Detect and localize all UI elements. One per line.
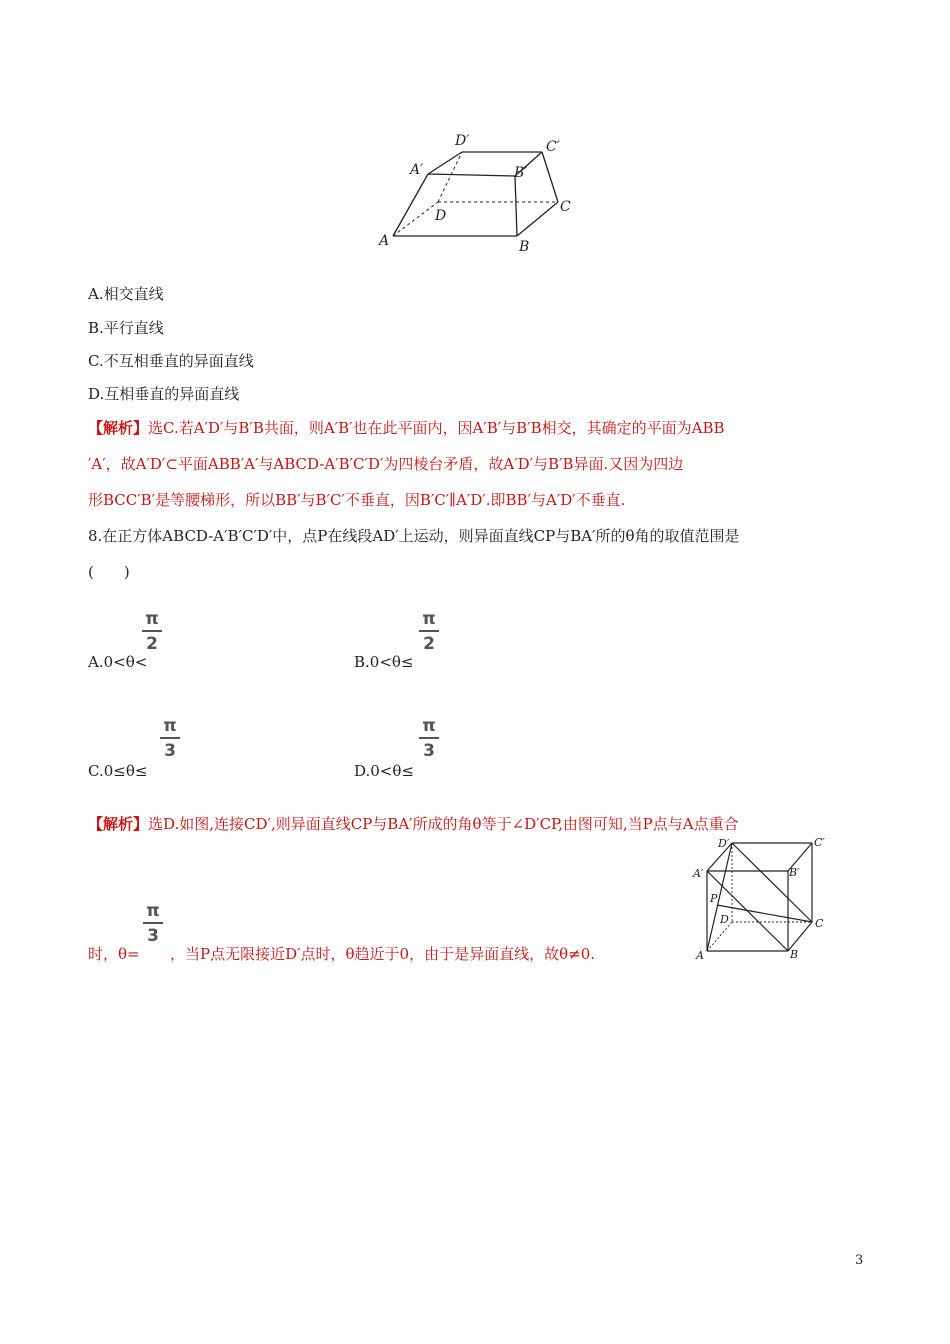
cube-label-b: B	[790, 948, 799, 961]
label-d-prime: D′	[455, 133, 470, 149]
cube-label-c-prime: C′	[814, 836, 825, 849]
q8-analysis-line2-suffix: ，当P点无限接近D′点时，θ趋近于0，由于是异面直线，故θ≠0.	[170, 945, 596, 963]
q8-option-c: C.0≤θ≤	[88, 762, 148, 780]
q8-analysis-line1: 选D.如图,连接CD′,则异面直线CP与BA′所成的角θ等于∠D′CP,由图可知,当P点与A点重合	[148, 815, 739, 833]
cube-label-a: A	[696, 949, 704, 962]
q7-option-c: C.不互相垂直的异面直线	[88, 352, 254, 370]
frustum-figure	[370, 125, 585, 260]
q8-option-b: B.0<θ≤	[354, 653, 414, 671]
q8-option-d: D.0<θ≤	[354, 762, 414, 780]
cube-label-d-prime: D′	[718, 837, 730, 850]
q8-option-a-fraction: π 2	[141, 609, 163, 654]
q7-analysis-line2: ′A′，故A′D′⊂平面ABB′A′与ABCD-A′B′C′D′为四棱台矛盾，故A′D′与B′B异面.又因为四边	[88, 455, 684, 473]
cube-label-b-prime: B′	[789, 866, 800, 879]
q8-option-a: A.0<θ<	[88, 653, 148, 671]
cube-label-c: C	[815, 917, 824, 930]
cube-figure	[690, 830, 840, 965]
q7-option-a: A.相交直线	[88, 285, 164, 303]
q8-option-c-fraction: π 3	[159, 716, 181, 761]
cube-label-p: P	[710, 892, 718, 905]
q8-option-d-fraction: π 3	[418, 716, 440, 761]
q8-analysis-line2-prefix: 时，θ=	[88, 945, 140, 963]
q7-analysis-line3: 形BCC′B′是等腰梯形，所以BB′与B′C′不垂直，因B′C′∥A′D′.即BB′与A′D′不垂直.	[88, 491, 626, 509]
label-b-prime: B′	[514, 165, 528, 181]
label-d: D	[435, 208, 447, 224]
q8-option-b-fraction: π 2	[418, 609, 440, 654]
cube-label-d: D	[720, 913, 729, 926]
label-c: C	[560, 199, 571, 215]
q7-option-d: D.互相垂直的异面直线	[88, 385, 240, 403]
page-number: 3	[855, 1253, 864, 1268]
cube-label-a-prime: A′	[693, 867, 704, 880]
label-b: B	[519, 239, 530, 255]
label-c-prime: C′	[546, 139, 560, 155]
q7-option-b: B.平行直线	[88, 319, 164, 337]
q8-analysis-tag: 【解析】	[88, 815, 149, 833]
q7-analysis-tag: 【解析】	[88, 419, 149, 437]
label-a: A	[379, 233, 390, 249]
label-a-prime: A′	[410, 162, 424, 178]
q8-stem-line2: ( )	[88, 563, 130, 581]
q8-stem-line1: 8.在正方体ABCD-A′B′C′D′中，点P在线段AD′上运动，则异面直线CP与BA′所的θ角的取值范围是	[88, 527, 740, 545]
q7-analysis	[88, 418, 868, 438]
q7-analysis-line1: 选C.若A′D′与B′B共面，则A′B′也在此平面内，因A′B′与B′B相交，其确定的平面为ABB	[148, 419, 725, 437]
q8-analysis-fraction: π 3	[142, 901, 164, 946]
